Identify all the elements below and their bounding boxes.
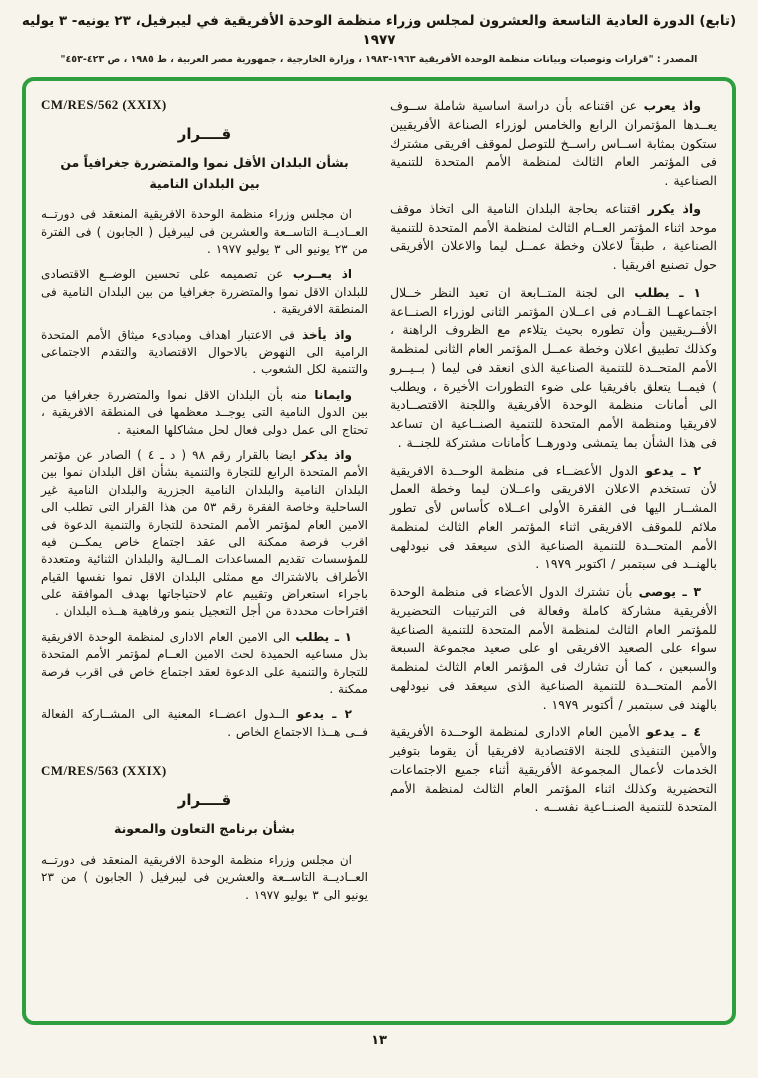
resolution-code: CM/RES/562 (XXIX): [41, 97, 167, 113]
paragraph-text: منه بأن البلدان الاقل نموا والمتضررة جغرافيا من بين الدول النامية التى يوجــد معظمها فى المنطقة الافريقية ، تحتاج الى عمل دولى فعال لحل مشاكلها المعنية .: [41, 387, 368, 437]
header-title: (تابع) الدورة العادية التاسعة والعشرون لمجلس وزراء منظمة الوحدة الأفريقية في ليبرفيل، ٢٣ يونيه- ٣ يوليه ١٩٧٧: [21, 13, 737, 48]
paragraph-lead: واذ يذكر: [301, 447, 352, 462]
paragraph: [41, 387, 368, 439]
paragraph-text: الى لجنة المتــابعة ان تعيد النظر خــلال اجتماعهــا القــادم فى اعــلان المؤتمر الثانى لوزراء الصنــاعة الأفــريقيين وأن تطوره بحيث يتلاءم مع الظروف الراهنة ، وكذلك تطبيق اعلان وخطة عمــل المؤتمر العام الثانى لمنظمة الأمم المتحــدة للتنمية الصناعية الذى انعقد فى ليما ( بــيــرو ) فيمــا يتعلق بافريقيا على ضوء التطورات الأخيرة ، ويطلب الى أمانات منظمة الوحدة الأفريقية واللجنة الاقتصــادية لافريقيا ومنظمة الأمم المتحدة للتنمية الصنــاعية ان تساعد فى هذا الشأن بما يتمشى ودورهــا كأمانات مشتركة للجنــة .: [390, 284, 717, 450]
paragraph: [41, 706, 368, 741]
paragraph: [390, 583, 717, 714]
paragraph-text: بأن تشترك الدول الأعضاء فى منظمة الوحدة الأفريقية مشاركة كاملة وفعالة فى الترتيبات التحضيرية للمؤتمر العام الثالث لمنظمة الأمم المتحدة للتنمية الصناعية سواء على الصعيد الافريقى او على صعيد مجموعة السبعة والسبعين ، كما أن تشارك فى المؤتمر العام الثالث لمنظمة الأمم المتحــدة للتنمية الصناعية الذى سيعقد فى نيودلهى بالهند فى سبتمبر / أكتوبر ١٩٧٩ .: [390, 584, 717, 712]
paragraph: [41, 266, 368, 318]
paragraph: [390, 723, 717, 817]
paragraph-text: ان مجلس وزراء منظمة الوحدة الافريقية المنعقد فى دورتــه العــاديــة التاســعة والعشرين فى ليبرفيل ( الجابون ) فى الفترة من ٢٣ يونيو الى ٣ يوليو ١٩٧٧ .: [41, 207, 368, 257]
paragraph-text: ان مجلس وزراء منظمة الوحدة الافريقية المنعقد فى دورتــه العــاديــة التاســعة والعشرين فى ليبرفيل ( الجابون ) من ٢٣ يونيو الى ٣ يوليو ١٩٧٧ .: [41, 852, 368, 902]
paragraph-text: اقتناعه بحاجة البلدان النامية الى اتخاذ موقف موحد اثناء المؤتمر العــام الثالث لمنظمة الأمم المتحدة للتنمية الصناعية ، طبقاً لاعلان وخطة عمــل ليما والاعلان الأفريقى حول تصنيع افريقيا .: [390, 200, 717, 273]
paragraph: [41, 852, 368, 904]
paragraph-lead: وايمانا: [314, 387, 352, 402]
resolution-subtitle: بشأن برنامج التعاون والمعونة: [114, 821, 295, 837]
paragraph: [390, 462, 717, 575]
page-number: ١٣: [371, 1033, 387, 1049]
paragraph-lead: واذ يكرر: [647, 200, 701, 216]
paragraph-lead: ٣ ـ يوصى: [638, 584, 701, 600]
resolution-563-block: [41, 763, 368, 904]
paragraph-lead: ١ ـ يطلب: [295, 629, 352, 644]
paragraph: [390, 97, 717, 191]
resolution-title: قــــرار: [177, 791, 232, 810]
paragraph-lead: واذ يعرب: [643, 98, 701, 114]
paragraph-lead: ٢ ـ يدعو: [296, 707, 352, 722]
paragraph-lead: ١ ـ يطلب: [634, 284, 701, 300]
paragraph: [41, 206, 368, 258]
resolution-subtitle: بشأن البلدان الأقل نموا والمتضررة جغرافياً من بين البلدان النامية: [60, 155, 349, 191]
column-resolutions: [41, 97, 368, 1015]
paragraph: [41, 447, 368, 621]
paragraph: [41, 629, 368, 699]
paragraph-lead: ٢ ـ يدعو: [645, 462, 701, 478]
paragraph-text: الأمين العام الادارى لمنظمة الوحــدة الأفريقية والأمين التنفيذى للجنة الاقتصادية لافريقيا أن يقوما بتوفير الخدمات لأعمال المجموعة الأفريقية أثناء جميع الاجتماعات التحضيرية وكذلك اثناء المؤتمر العام الثالث لمنظمة الأمم المتحدة للتنمية الصنــاعية نفســه .: [390, 724, 717, 815]
paragraph-text: فى الاعتبار اهداف ومبادىء ميثاق الأمم المتحدة الرامية الى النهوض بالاحوال الاقتصادية والتقدم الاجتماعى والتنمية لكل الشعوب .: [41, 327, 368, 377]
page-header: [14, 10, 744, 71]
paragraph-text: ايضا بالقرار رقم ٩٨ ( د ـ ٤ ) الصادر عن مؤتمر الأمم المتحدة الرابع للتجارة والتنمية بشأن اقل البلدان نموا بين البلدان النامية والبلدان النامية الجزرية والبلدان النامية غير الساحلية وخاصة الفقرة رقم ٥٣ من هذا القرار التى تطلب الى الامين العام لمؤتمر الأمم المتحدة للتجارة والتنمية الدعوة فى اقرب فرصة ممكنة الى عقد اجتماع خاص يمكــن فيه للمؤسسات تقديم المساعدات المــالية والبلدان الثنائية ومتعددة الأطراف بالاشتراك مع ممثلى البلدان الاقل نموا نفسها القيام باجراء استعراض وتقييم عام لاحتياجاتها بهدف الموافقة على اقتراحات محددة من أجل التعجيل بنمو ورفاهية هــذه البلدان .: [41, 447, 369, 619]
column-continuation: [390, 97, 717, 1015]
paragraph-text: الدول الأعضــاء فى منظمة الوحــدة الافريقية لأن تستخدم الاعلان الافريقى واعــلان ليما وخطة العمل المشــار اليها فى الفقرة الأولى اعــلاه كأساس لأى تطور ملائم للموقف الافريقى اثناء المؤتمر العام الثالث لمنظمة الأمم المتحــدة للتنمية الصناعية الذى سيعقد فى نيودلهى بالهنــد فى سبتمبر / اكتوبر ١٩٧٩ .: [390, 462, 717, 572]
paragraph-text: عن تصميمه على تحسين الوضــع الاقتصادى للبلدان الاقل نموا والمتضررة جغرافيا من بين البلدان النامية فى المنطقة الافريقية .: [41, 267, 368, 317]
resolution-title: قــــرار: [177, 125, 232, 144]
paragraph-lead: ٤ ـ يدعو: [646, 724, 701, 740]
document-frame: [22, 77, 736, 1025]
header-source: المصدر : "قرارات وتوصيات وبيانات منظمة الوحدة الأفريقية ١٩٦٣-١٩٨٣ ، وزارة الخارجية ، جمهورية مصر العربية ، ط ١٩٨٥ ، ص ٤٢٣-٤٥٣": [60, 53, 698, 65]
paragraph: [41, 327, 368, 379]
resolution-code: CM/RES/563 (XXIX): [41, 763, 167, 779]
paragraph-text: عن اقتناعه بأن دراسة اساسية شاملة ســوف يعــدها المؤتمران الرابع والخامس لوزراء الصناعة الأفريقيين ستكون بمثابة اســاس راســخ للتوصل لموقف افريقى مشترك فى المؤتمر العام الثالث لمنظمة الأمم المتحدة للتنمية الصناعية .: [390, 98, 717, 189]
paragraph-text: الــدول اعضــاء المعنية الى المشــاركة الفعالة فــى هــذا الاجتماع الخاص .: [41, 707, 368, 739]
paragraph-lead: اذ يعــرب: [292, 267, 352, 282]
paragraph-lead: واذ يأخذ: [302, 327, 352, 342]
paragraph-text: الى الامين العام الادارى لمنظمة الوحدة الافريقية بذل مساعيه الحميدة لحث الامين العــام لمؤتمر الأمم المتحدة للتجارة والتنمية على الدعوة لعقد اجتماع خاص فى اقرب فرصة ممكنة .: [41, 629, 368, 697]
paragraph: [390, 284, 717, 453]
paragraph: [390, 200, 717, 275]
